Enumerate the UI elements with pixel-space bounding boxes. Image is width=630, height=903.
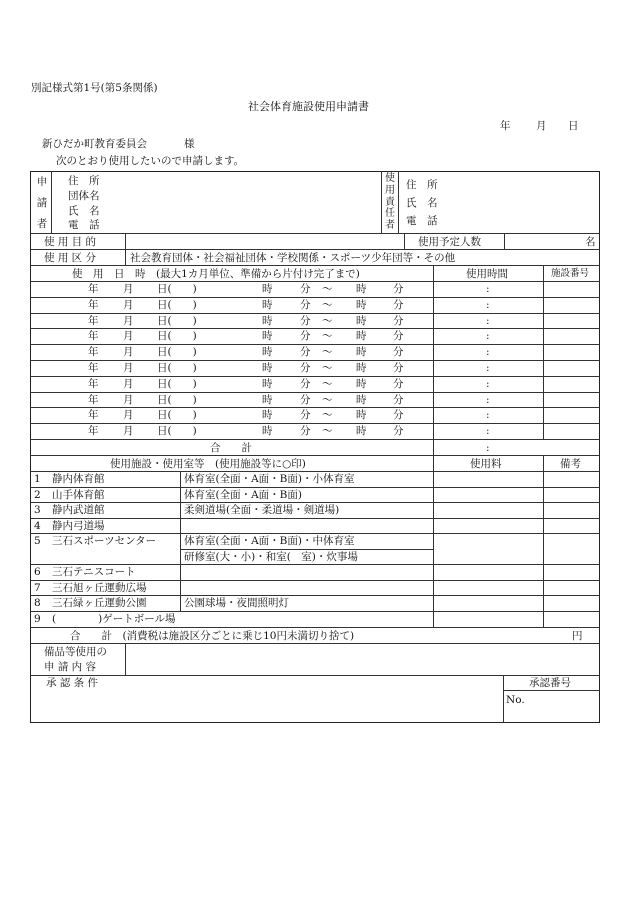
schedule-min1: 分 [300,346,311,359]
date-day-label: 日 [568,120,579,132]
facility-number: 9 [34,612,41,625]
manager-name-label: 氏 名 [406,197,438,209]
schedule-month: 月 [123,409,134,422]
intro-text: 次のとおり使用したいので申請します。 [56,155,245,167]
schedule-month: 月 [123,298,134,311]
facility-row[interactable] [30,518,600,534]
schedule-min2: 分 [393,393,404,406]
schedule-tilde: ～ [322,346,333,359]
schedule-row[interactable] [30,297,600,313]
schedule-day: 日( ) [157,377,197,390]
schedule-hour2: 時 [356,298,367,311]
schedule-year: 年 [88,393,99,406]
people-unit: 名 [585,236,596,248]
facility-number: 1 [34,473,41,485]
schedule-hour1: 時 [262,425,273,438]
schedule-year: 年 [88,314,99,327]
schedule-colon: : [486,362,490,374]
schedule-min1: 分 [300,330,311,343]
schedule-tilde: ～ [322,362,333,374]
facility-name: 静内武道館 [52,504,105,516]
schedule-row[interactable] [30,376,600,392]
schedule-tilde: ～ [322,409,333,422]
schedule-colon: : [486,283,490,295]
facility-name: 三石スポーツセンター [52,535,157,547]
equipment-field[interactable] [127,645,597,673]
facility-row[interactable] [30,611,600,627]
note-header: 備考 [560,458,581,470]
schedule-year: 年 [88,283,99,295]
facility-number: 7 [34,581,41,594]
schedule-min2: 分 [393,377,404,390]
facility-number: 2 [34,488,41,501]
facility-name: 静内弓道場 [52,519,105,532]
schedule-day: 日( ) [157,425,197,438]
schedule-month: 月 [123,377,134,390]
schedule-hour2: 時 [356,409,367,422]
schedule-hour1: 時 [262,377,273,390]
facility-number: 8 [34,597,41,609]
schedule-day: 日( ) [157,393,197,406]
date-year-label: 年 [500,120,511,132]
schedule-min2: 分 [393,283,404,295]
facilities-header: 使用施設・使用室等 (使用施設等に○印) [110,458,306,470]
schedule-month: 月 [123,314,134,327]
schedule-min1: 分 [300,409,311,422]
schedule-hour2: 時 [356,377,367,390]
manager-phone-field[interactable] [450,212,595,228]
schedule-month: 月 [123,346,134,359]
facility-number-header: 施設番号 [551,268,590,279]
manager-address-field[interactable] [450,176,595,192]
applicant-address-label: 住 所 [68,175,100,187]
schedule-year: 年 [88,330,99,343]
facility-rooms: 体育室(全面・A面・B面)・小体育室 [184,473,355,485]
usage-time-header: 使用時間 [466,268,508,280]
schedule-hour1: 時 [262,330,273,343]
schedule-min1: 分 [300,377,311,390]
facility-number: 5 [34,535,41,547]
facility-name: 三石緑ヶ丘運動公園 [52,597,147,609]
schedule-colon: : [486,425,490,438]
manager-address-label: 住 所 [406,179,438,191]
schedule-hour1: 時 [262,283,273,295]
schedule-colon: : [486,298,490,311]
schedule-day: 日( ) [157,346,197,359]
facility-row[interactable] [30,487,600,503]
applicant-phone-field[interactable] [115,218,377,232]
facility-number: 6 [34,566,41,578]
schedule-colon: : [486,314,490,327]
schedule-min1: 分 [300,425,311,438]
schedule-total-label: 合 計 [210,442,252,454]
facility-rooms: 体育室(全面・A面・B面)・中体育室 [184,535,355,547]
schedule-month: 月 [123,330,134,343]
facility-rooms: 公園球場・夜間照明灯 [184,597,289,609]
schedule-hour2: 時 [356,314,367,327]
approval-number-prefix: No. [506,694,525,706]
schedule-month: 月 [123,393,134,406]
schedule-hour2: 時 [356,346,367,359]
schedule-hour2: 時 [356,362,367,374]
facility-row[interactable] [30,502,600,518]
schedule-tilde: ～ [322,393,333,406]
schedule-row[interactable] [30,407,600,423]
schedule-min1: 分 [300,393,311,406]
schedule-tilde: ～ [322,330,333,343]
schedule-hour2: 時 [356,393,367,406]
schedule-hour1: 時 [262,298,273,311]
applicant-name-label: 氏 名 [68,205,100,217]
facilities-total-label: 合 計 (消費税は施設区分ごとに乗じ10円未満切り捨て) [70,630,355,642]
facility-name: 三石旭ヶ丘運動広場 [52,581,147,594]
schedule-min2: 分 [393,314,404,327]
page-title: 社会体育施設使用申請書 [248,100,369,113]
applicant-group-label: 団体名 [68,190,100,202]
schedule-colon: : [486,409,490,422]
facility-row[interactable] [30,564,600,580]
schedule-day: 日( ) [157,330,197,343]
equipment-label-line1: 備品等使用の [44,646,107,658]
schedule-min2: 分 [393,425,404,438]
schedule-month: 月 [123,425,134,438]
schedule-row[interactable] [30,328,600,344]
schedule-header: 使 用 日 時 (最大1カ月単位、準備から片付け完了まで) [72,268,360,280]
schedule-tilde: ～ [322,314,333,327]
facility-rooms: 研修室(大・小)・和室( 室)・炊事場 [184,550,358,563]
purpose-field[interactable] [127,235,402,248]
schedule-year: 年 [88,346,99,359]
schedule-hour1: 時 [262,362,273,374]
schedule-tilde: ～ [322,425,333,438]
schedule-year: 年 [88,409,99,422]
schedule-row[interactable] [30,344,600,360]
category-label: 使 用 区 分 [44,252,97,264]
schedule-min2: 分 [393,409,404,422]
schedule-day: 日( ) [157,314,197,327]
facility-name: 山手体育館 [52,488,105,501]
facility-row[interactable] [30,471,600,487]
applicant-phone-label: 電 話 [68,219,100,231]
people-count-label: 使用予定人数 [418,236,481,248]
schedule-row[interactable] [30,423,600,439]
schedule-min1: 分 [300,298,311,311]
applicant-group-field[interactable] [115,188,377,202]
facility-rooms: 体育室(全面・A面・B面) [184,488,302,501]
schedule-month: 月 [123,283,134,295]
schedule-row[interactable] [30,360,600,376]
schedule-total-colon: : [486,442,490,454]
schedule-hour2: 時 [356,425,367,438]
schedule-hour2: 時 [356,283,367,295]
schedule-colon: : [486,393,490,406]
schedule-row[interactable] [30,392,600,408]
manager-phone-label: 電 話 [406,215,438,227]
schedule-hour2: 時 [356,330,367,343]
facility-rooms: 柔剣道場(全面・柔道場・剣道場) [184,504,340,516]
schedule-year: 年 [88,425,99,438]
schedule-min2: 分 [393,330,404,343]
approval-number-label: 承認番号 [529,677,571,689]
honorific: 様 [184,138,195,150]
schedule-month: 月 [123,362,134,374]
schedule-row[interactable] [30,313,600,329]
schedule-min1: 分 [300,283,311,295]
schedule-day: 日( ) [157,362,197,374]
equipment-label-line2: 申 請 内 容 [44,661,97,673]
form-id: 別記様式第1号(第5条関係) [31,82,158,94]
facility-row[interactable] [30,580,600,596]
schedule-year: 年 [88,377,99,390]
schedule-min1: 分 [300,314,311,327]
schedule-colon: : [486,346,490,359]
schedule-min2: 分 [393,346,404,359]
facility-name: ( )ゲートボール場 [52,612,176,625]
schedule-colon: : [486,330,490,343]
schedule-day: 日( ) [157,409,197,422]
applicant-name-field[interactable] [115,203,377,217]
schedule-day: 日( ) [157,283,197,295]
manager-label: 使 用 責 任 者 [385,173,395,232]
schedule-tilde: ～ [322,377,333,390]
fee-header: 使用料 [470,458,502,470]
addressee: 新ひだか町教育委員会 [42,138,147,150]
facility-number: 4 [34,519,41,532]
schedule-hour1: 時 [262,393,273,406]
purpose-label: 使 用 目 的 [44,236,97,248]
schedule-colon: : [486,377,490,390]
schedule-tilde: ～ [322,298,333,311]
schedule-day: 日( ) [157,298,197,311]
schedule-min2: 分 [393,298,404,311]
manager-name-field[interactable] [450,194,595,210]
facility-name: 静内体育館 [52,473,105,485]
approval-conditions-label: 承 認 条 件 [46,677,99,689]
schedule-tilde: ～ [322,283,333,295]
schedule-year: 年 [88,362,99,374]
date-month-label: 月 [536,120,547,132]
schedule-row[interactable] [30,281,600,297]
schedule-min1: 分 [300,362,311,374]
applicant-label: 申 請 者 [36,176,48,231]
facility-name: 三石テニスコート [52,566,136,578]
facility-number: 3 [34,504,41,516]
category-options[interactable]: 社会教育団体・社会福祉団体・学校関係・スポーツ少年団等・その他 [130,252,456,264]
applicant-address-field[interactable] [115,173,377,187]
schedule-hour1: 時 [262,346,273,359]
schedule-hour1: 時 [262,314,273,327]
people-count-field[interactable] [506,235,584,248]
schedule-year: 年 [88,298,99,311]
facilities-total-unit: 円 [572,630,583,642]
facility-row[interactable] [30,595,600,611]
schedule-min2: 分 [393,362,404,374]
schedule-hour1: 時 [262,409,273,422]
